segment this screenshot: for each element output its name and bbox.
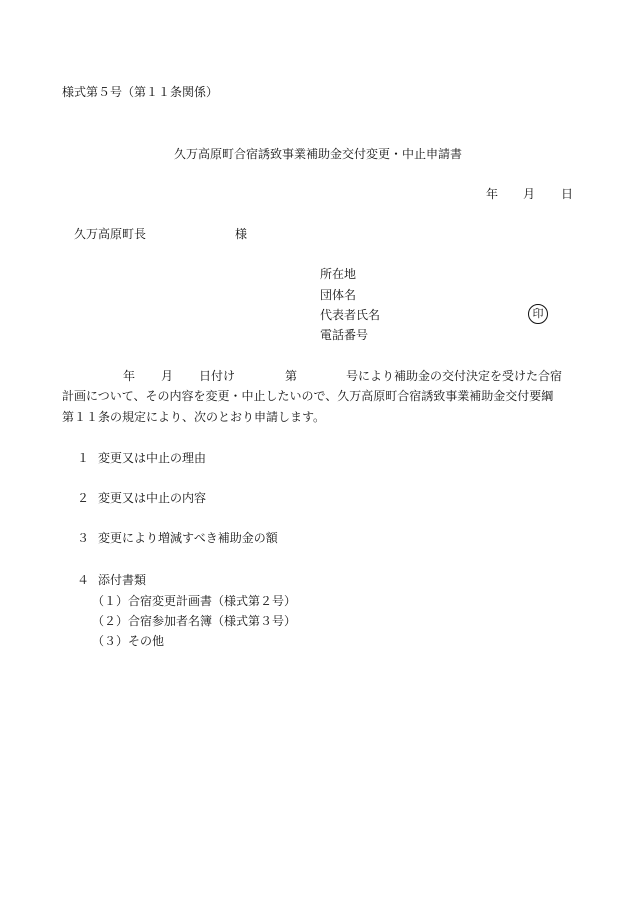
body-year-label: 年 [123, 369, 136, 383]
item-change-content: 変更又は中止の内容 [98, 491, 207, 505]
form-number: 様式第５号（第１１条関係） [62, 85, 219, 99]
body-line-2: 計画について、その内容を変更・中止したいので、久万高原町合宿誘致事業補助金交付要綱 [62, 389, 554, 403]
applicant-representative-label: 代表者氏名 [320, 308, 381, 322]
item-attachments: 添付書類 [98, 573, 147, 587]
item-number: ２ [77, 491, 90, 505]
item-subsidy-amount-change: 変更により増減すべき補助金の額 [98, 531, 278, 545]
attachment-item: （１）合宿変更計画書（様式第２号） [92, 594, 297, 608]
body-month-label: 月 [161, 369, 174, 383]
applicant-phone-label: 電話番号 [320, 328, 369, 342]
attachment-item: （２）合宿参加者名簿（様式第３号） [92, 614, 297, 628]
date-month-label: 月 [523, 187, 536, 201]
addressee-name: 久万高原町長 [74, 227, 147, 241]
applicant-organization-label: 団体名 [320, 288, 357, 302]
body-line-3: 第１１条の規定により、次のとおり申請します。 [62, 410, 326, 424]
body-line-1: 号により補助金の交付決定を受けた合宿 [346, 369, 563, 383]
item-change-reason: 変更又は中止の理由 [98, 451, 207, 465]
applicant-address-label: 所在地 [320, 267, 357, 281]
attachment-item: （３）その他 [92, 634, 165, 648]
date-day-label: 日 [561, 187, 574, 201]
item-number: ３ [77, 531, 90, 545]
date-year-label: 年 [486, 187, 499, 201]
body-number-prefix: 第 [285, 369, 298, 383]
addressee-honorific: 様 [235, 227, 248, 241]
item-number: ４ [77, 573, 90, 587]
document-title: 久万高原町合宿誘致事業補助金交付変更・中止申請書 [174, 147, 463, 161]
item-number: １ [77, 451, 90, 465]
body-dated-label: 日付け [199, 369, 236, 383]
seal-mark: 印 [528, 304, 548, 324]
